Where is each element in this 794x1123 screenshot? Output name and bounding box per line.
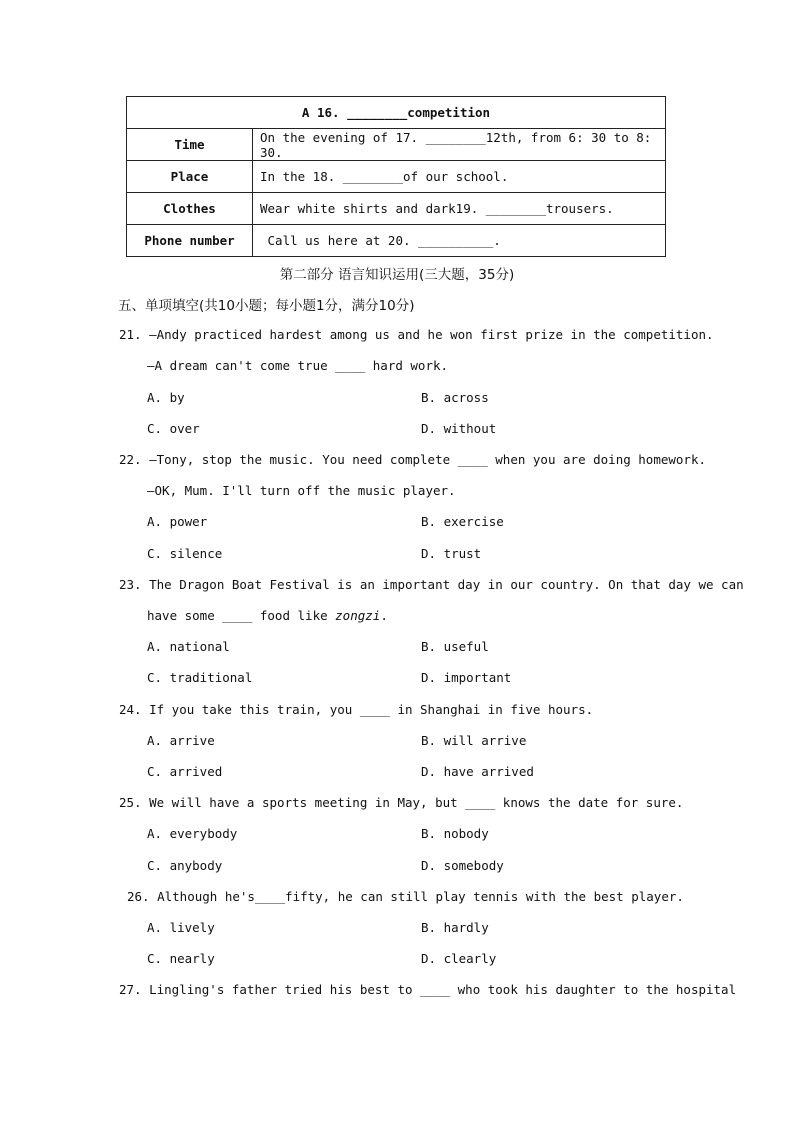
question-23-option-b[interactable]: B. useful (421, 639, 489, 654)
question-21-option-c[interactable]: C. over (147, 421, 200, 436)
question-26-option-b[interactable]: B. hardly (421, 920, 489, 935)
question-21-reply: —A dream can't come true ____ hard work. (147, 358, 449, 373)
question-25-option-a[interactable]: A. everybody (147, 826, 238, 841)
row-label-clothes: Clothes (127, 193, 253, 225)
table-row (127, 129, 666, 161)
table-row (127, 225, 666, 257)
question-22-reply: —OK, Mum. I'll turn off the music player. (147, 483, 456, 498)
question-26-option-a[interactable]: A. lively (147, 920, 215, 935)
question-24-option-c[interactable]: C. arrived (147, 764, 223, 779)
question-23-option-a[interactable]: A. national (147, 639, 230, 654)
competition-info-table (126, 96, 666, 257)
question-21-option-d[interactable]: D. without (421, 421, 497, 436)
row-value-time: On the evening of 17. ________12th, from 6: 30 to 8: 30. (253, 129, 666, 161)
question-22-option-b[interactable]: B. exercise (421, 514, 504, 529)
question-24-option-b[interactable]: B. will arrive (421, 733, 527, 748)
question-23-italic-word: zongzi (335, 608, 381, 623)
question-25-option-d[interactable]: D. somebody (421, 858, 504, 873)
row-value-phone: Call us here at 20. __________. (253, 225, 666, 257)
question-24-stem: 24. If you take this train, you ____ in Shanghai in five hours. (119, 702, 594, 717)
question-25-stem: 25. We will have a sports meeting in May, but ____ knows the date for sure. (119, 795, 684, 810)
section-title: 五、单项填空(共10小题；每小题1分，满分10分) (118, 298, 415, 314)
question-26-stem: 26. Although he's____fifty, he can still play tennis with the best player. (127, 889, 684, 904)
question-22-option-a[interactable]: A. power (147, 514, 208, 529)
question-21-option-b[interactable]: B. across (421, 390, 489, 405)
question-25-option-c[interactable]: C. anybody (147, 858, 223, 873)
row-value-place: In the 18. ________of our school. (253, 161, 666, 193)
question-23-option-d[interactable]: D. important (421, 670, 512, 685)
question-27-stem: 27. Lingling's father tried his best to ____ who took his daughter to the hospital (119, 982, 737, 997)
question-22-option-d[interactable]: D. trust (421, 546, 482, 561)
table-header: A 16. ________competition (127, 97, 666, 129)
question-26-option-c[interactable]: C. nearly (147, 951, 215, 966)
question-23-period: . (380, 608, 388, 623)
question-22-stem: 22. —Tony, stop the music. You need complete ____ when you are doing homework. (119, 452, 706, 467)
part-title: 第二部分 语言知识运用(三大题，35分) (279, 267, 515, 283)
question-21-option-a[interactable]: A. by (147, 390, 185, 405)
table-row (127, 193, 666, 225)
row-value-clothes: Wear white shirts and dark19. ________trousers. (253, 193, 666, 225)
row-label-phone: Phone number (127, 225, 253, 257)
question-23-stem: 23. The Dragon Boat Festival is an important day in our country. On that day we can (119, 577, 744, 592)
table-row (127, 161, 666, 193)
question-23-text: have some ____ food like (147, 608, 336, 623)
question-25-option-b[interactable]: B. nobody (421, 826, 489, 841)
question-23-option-c[interactable]: C. traditional (147, 670, 253, 685)
question-21-stem: 21. —Andy practiced hardest among us and he won first prize in the competition. (119, 327, 714, 342)
question-26-option-d[interactable]: D. clearly (421, 951, 497, 966)
question-22-option-c[interactable]: C. silence (147, 546, 223, 561)
question-24-option-a[interactable]: A. arrive (147, 733, 215, 748)
question-24-option-d[interactable]: D. have arrived (421, 764, 534, 779)
question-23-stem-continued (147, 608, 388, 623)
row-label-time: Time (127, 129, 253, 161)
row-label-place: Place (127, 161, 253, 193)
